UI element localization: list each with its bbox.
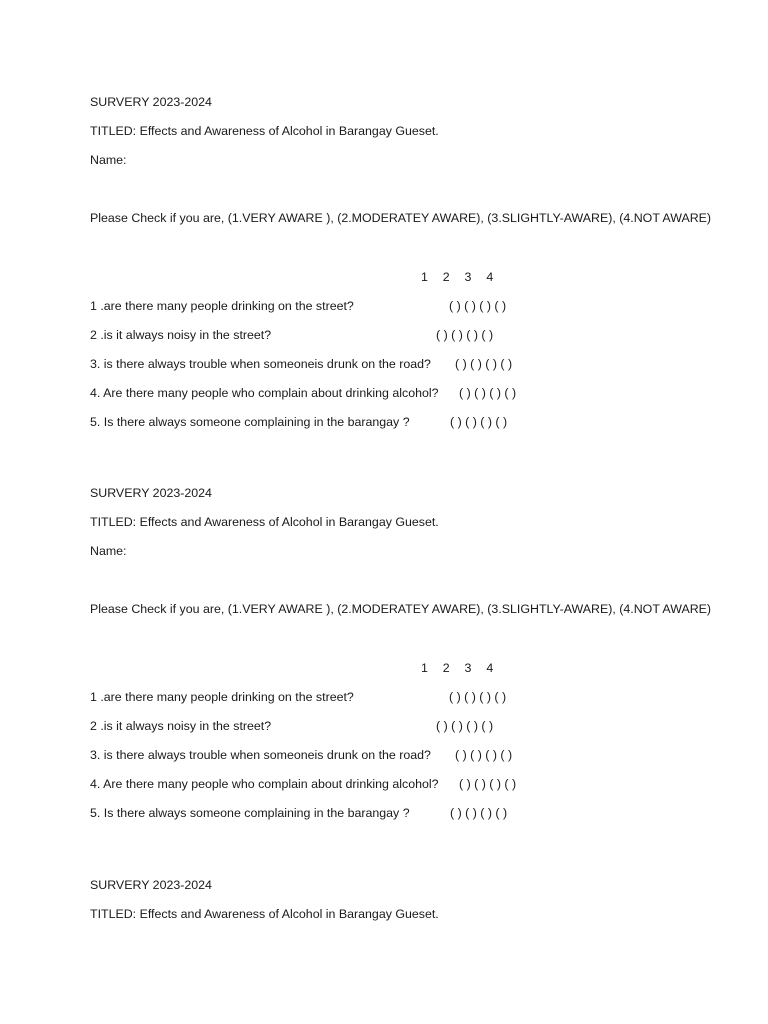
question-1-text: 1 .are there many people drinking on the street? bbox=[90, 690, 354, 704]
question-1-text: 1 .are there many people drinking on the street? bbox=[90, 299, 354, 313]
question-5-text: 5. Is there always someone complaining in the barangay ? bbox=[90, 415, 410, 429]
question-5-text: 5. Is there always someone complaining in the barangay ? bbox=[90, 806, 410, 820]
instruction-text: Please Check if you are, (1.VERY AWARE ), (2.MODERATEY AWARE), (3.SLIGHTLY-AWARE), (4.NOT AWARE) bbox=[90, 602, 712, 616]
question-2-checkboxes[interactable]: ( ) ( ) ( ) ( ) bbox=[436, 328, 494, 342]
question-3-text: 3. is there always trouble when someoneis drunk on the road? bbox=[90, 748, 431, 762]
question-2-text: 2 .is it always noisy in the street? bbox=[90, 328, 272, 342]
name-label: Name: bbox=[90, 544, 127, 558]
survey-titled: TITLED: Effects and Awareness of Alcohol in Barangay Gueset. bbox=[90, 124, 439, 138]
survey-title: SURVERY 2023-2024 bbox=[90, 486, 212, 500]
question-2-text: 2 .is it always noisy in the street? bbox=[90, 719, 272, 733]
name-label: Name: bbox=[90, 153, 127, 167]
question-5-checkboxes[interactable]: ( ) ( ) ( ) ( ) bbox=[450, 415, 508, 429]
survey-title: SURVERY 2023-2024 bbox=[90, 878, 212, 892]
question-1-checkboxes[interactable]: ( ) ( ) ( ) ( ) bbox=[449, 690, 507, 704]
survey-title: SURVERY 2023-2024 bbox=[90, 95, 212, 109]
question-1-checkboxes[interactable]: ( ) ( ) ( ) ( ) bbox=[449, 299, 507, 313]
instruction-text: Please Check if you are, (1.VERY AWARE ), (2.MODERATEY AWARE), (3.SLIGHTLY-AWARE), (4.NOT AWARE) bbox=[90, 211, 712, 225]
scale-header: 1 2 3 4 bbox=[421, 661, 494, 675]
question-4-checkboxes[interactable]: ( ) ( ) ( ) ( ) bbox=[459, 386, 517, 400]
question-4-text: 4. Are there many people who complain about drinking alcohol? bbox=[90, 777, 439, 791]
survey-titled: TITLED: Effects and Awareness of Alcohol in Barangay Gueset. bbox=[90, 515, 439, 529]
question-4-checkboxes[interactable]: ( ) ( ) ( ) ( ) bbox=[459, 777, 517, 791]
question-2-checkboxes[interactable]: ( ) ( ) ( ) ( ) bbox=[436, 719, 494, 733]
scale-header: 1 2 3 4 bbox=[421, 270, 494, 284]
question-3-text: 3. is there always trouble when someoneis drunk on the road? bbox=[90, 357, 431, 371]
question-4-text: 4. Are there many people who complain about drinking alcohol? bbox=[90, 386, 439, 400]
question-5-checkboxes[interactable]: ( ) ( ) ( ) ( ) bbox=[450, 806, 508, 820]
question-3-checkboxes[interactable]: ( ) ( ) ( ) ( ) bbox=[455, 357, 513, 371]
question-3-checkboxes[interactable]: ( ) ( ) ( ) ( ) bbox=[455, 748, 513, 762]
survey-titled: TITLED: Effects and Awareness of Alcohol in Barangay Gueset. bbox=[90, 907, 439, 921]
